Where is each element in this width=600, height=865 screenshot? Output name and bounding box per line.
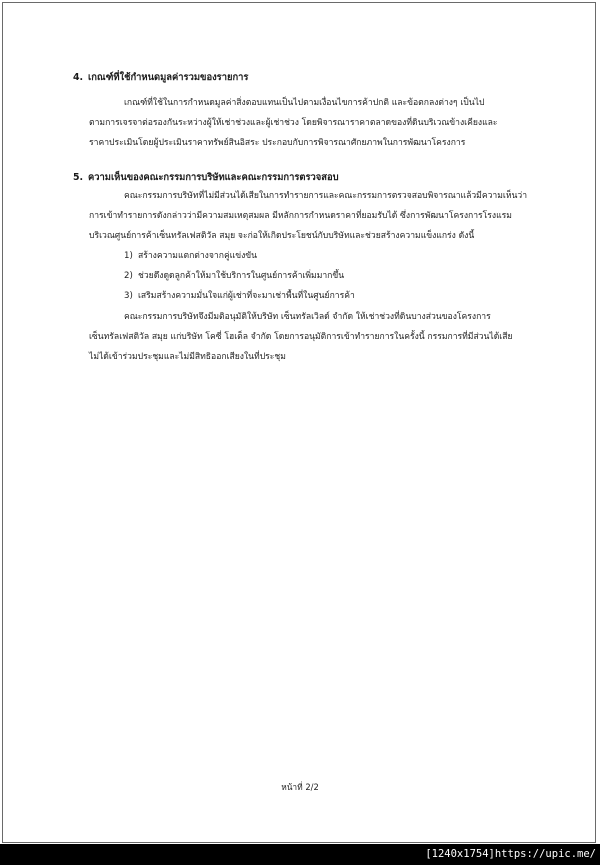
section-5-line-2: การเข้าทำรายการดังกล่าวว่ามีความสมเหตุสมผล มีหลักการกำหนดราคาที่ยอมรับได้ ซึ่งการพัฒนาโครงการโรงแรม bbox=[89, 211, 512, 221]
list-item bbox=[124, 270, 344, 282]
section-5-closing-line-2: เซ็นทรัลเฟสติวัล สมุย แก่บริษัท โคซี่ โฮเต็ล จำกัด โดยการอนุมัติการเข้าทำรายการในครั้งนี้ กรรมการที่มีส่วนได้เสีย bbox=[89, 332, 513, 342]
watermark-text: [1240x1754]https://upic.me/ bbox=[425, 848, 596, 860]
section-4-title: เกณฑ์ที่ใช้กำหนดมูลค่ารวมของรายการ bbox=[88, 72, 249, 83]
section-4-line-3: ราคาประเมินโดยผู้ประเมินราคาทรัพย์สินอิสระ ประกอบกับการพิจารณาศักยภาพในการพัฒนาโครงการ bbox=[89, 138, 466, 148]
section-5-number: 5. bbox=[73, 172, 84, 183]
section-5-line-1: คณะกรรมการบริษัทที่ไม่มีส่วนได้เสียในการทำรายการและคณะกรรมการตรวจสอบพิจารณาแล้วมีความเห็นว่า bbox=[124, 191, 528, 201]
page-number: หน้าที่ 2/2 bbox=[281, 782, 319, 792]
list-item-text: สร้างความแตกต่างจากคู่แข่งขัน bbox=[138, 251, 258, 261]
section-5-line-3: บริเวณศูนย์การค้าเซ็นทรัลเฟสติวัล สมุย จะก่อให้เกิดประโยชน์กับบริษัทและช่วยสร้างความแข็งแกร่ง ดังนี้ bbox=[89, 231, 475, 241]
watermark-strip bbox=[0, 844, 600, 865]
list-item bbox=[124, 290, 355, 302]
section-5-closing-line-3: ไม่ได้เข้าร่วมประชุมและไม่มีสิทธิออกเสียงในที่ประชุม bbox=[89, 352, 286, 362]
list-item-text: เสริมสร้างความมั่นใจแก่ผู้เช่าที่จะมาเช่าพื้นที่ในศูนย์การค้า bbox=[138, 291, 355, 301]
list-item-marker: 1) bbox=[124, 251, 133, 261]
section-4-heading bbox=[73, 72, 248, 84]
list-item-marker: 3) bbox=[124, 291, 133, 301]
list-item-text: ช่วยดึงดูดลูกค้าให้มาใช้บริการในศูนย์การค้าเพิ่มมากขึ้น bbox=[138, 271, 345, 281]
section-4-line-2: ตามการเจรจาต่อรองกันระหว่างผู้ให้เช่าช่วงและผู้เช่าช่วง โดยพิจารณาราคาตลาดของที่ดินบริเวณข้างเคียงและ bbox=[89, 118, 498, 128]
section-4-line-1: เกณฑ์ที่ใช้ในการกำหนดมูลค่าสิ่งตอบแทนเป็นไปตามเงื่อนไขการค้าปกติ และข้อตกลงต่างๆ เป็นไป bbox=[124, 98, 485, 108]
section-5-closing-line-1: คณะกรรมการบริษัทจึงมีมติอนุมัติให้บริษัท เซ็นทรัลเวิลด์ จำกัด ให้เช่าช่วงที่ดินบางส่วนของโครงการ bbox=[124, 312, 491, 322]
section-5-title: ความเห็นของคณะกรรมการบริษัทและคณะกรรมการตรวจสอบ bbox=[88, 172, 339, 183]
list-item bbox=[124, 250, 257, 262]
section-5-heading bbox=[73, 172, 339, 184]
section-4-number: 4. bbox=[73, 72, 84, 83]
list-item-marker: 2) bbox=[124, 271, 133, 281]
